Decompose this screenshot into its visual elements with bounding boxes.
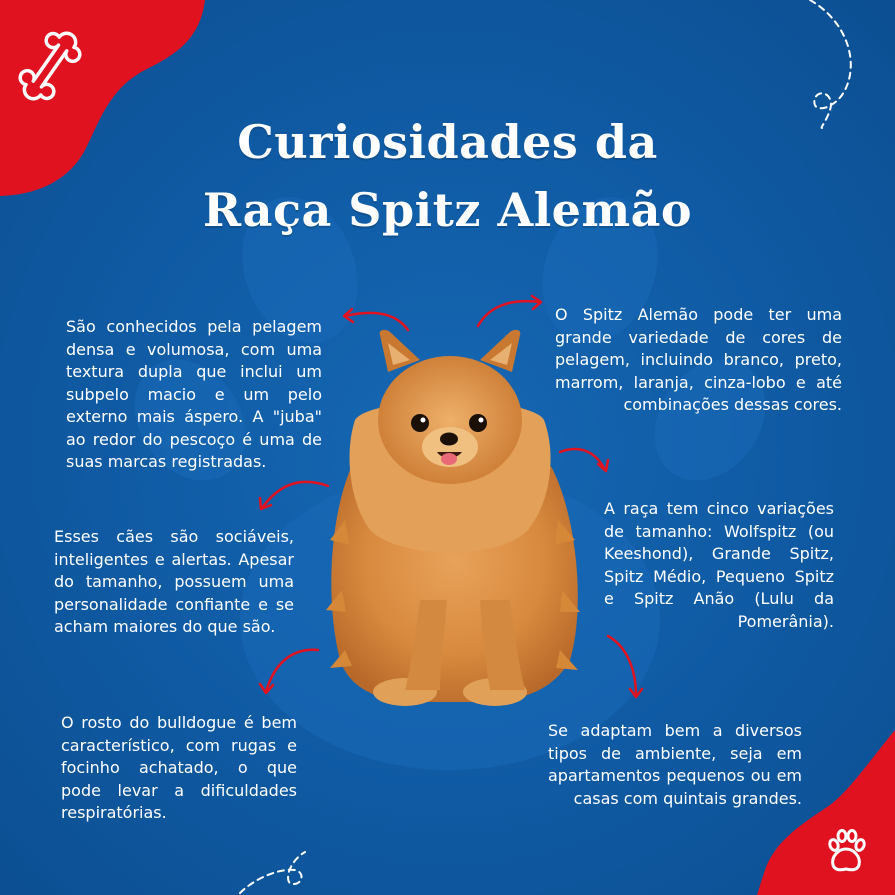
page-title xyxy=(0,108,895,244)
arrow-to-cores xyxy=(478,296,541,326)
fact-pelagem: São conhecidos pela pelagem densa e volumosa, com uma textura dupla que inclui um subpelo macio e um pelo externo mais áspero. A "juba" ao redor do pescoço é uma de suas marcas registradas. xyxy=(66,317,322,471)
arrow-to-pelagem xyxy=(344,309,408,330)
dashed-curve-bottom-left xyxy=(240,852,305,893)
fact-ambiente: Se adaptam bem a diversos tipos de ambiente, seja em apartamentos pequenos ou em casas com quintais grandes. xyxy=(548,721,802,808)
fact-personalidade: Esses cães são sociáveis, inteligentes e alertas. Apesar do tamanho, possuem uma personalidade confiante e se acham maiores do que são. xyxy=(54,527,294,636)
fact-tamanhos: A raça tem cinco variações de tamanho: Wolfspitz (ou Keeshond), Grande Spitz, Spitz Médio, Pequeno Spitz e Spitz Anão (Lulu da Pomerânia). xyxy=(604,499,834,631)
title-line-2: Raça Spitz Alemão xyxy=(202,183,693,237)
fact-rosto: O rosto do bulldogue é bem característico, com rugas e focinho achatado, o que pode levar a dificuldades respiratórias. xyxy=(61,713,297,822)
arrow-to-tamanhos xyxy=(560,449,608,471)
fact-cores: O Spitz Alemão pode ter uma grande variedade de cores de pelagem, incluindo branco, preto, marrom, laranja, cinza-lobo e até combinações dessas cores. xyxy=(555,305,842,414)
paw-watermark xyxy=(112,181,788,770)
title-line-1: Curiosidades da xyxy=(237,115,658,169)
